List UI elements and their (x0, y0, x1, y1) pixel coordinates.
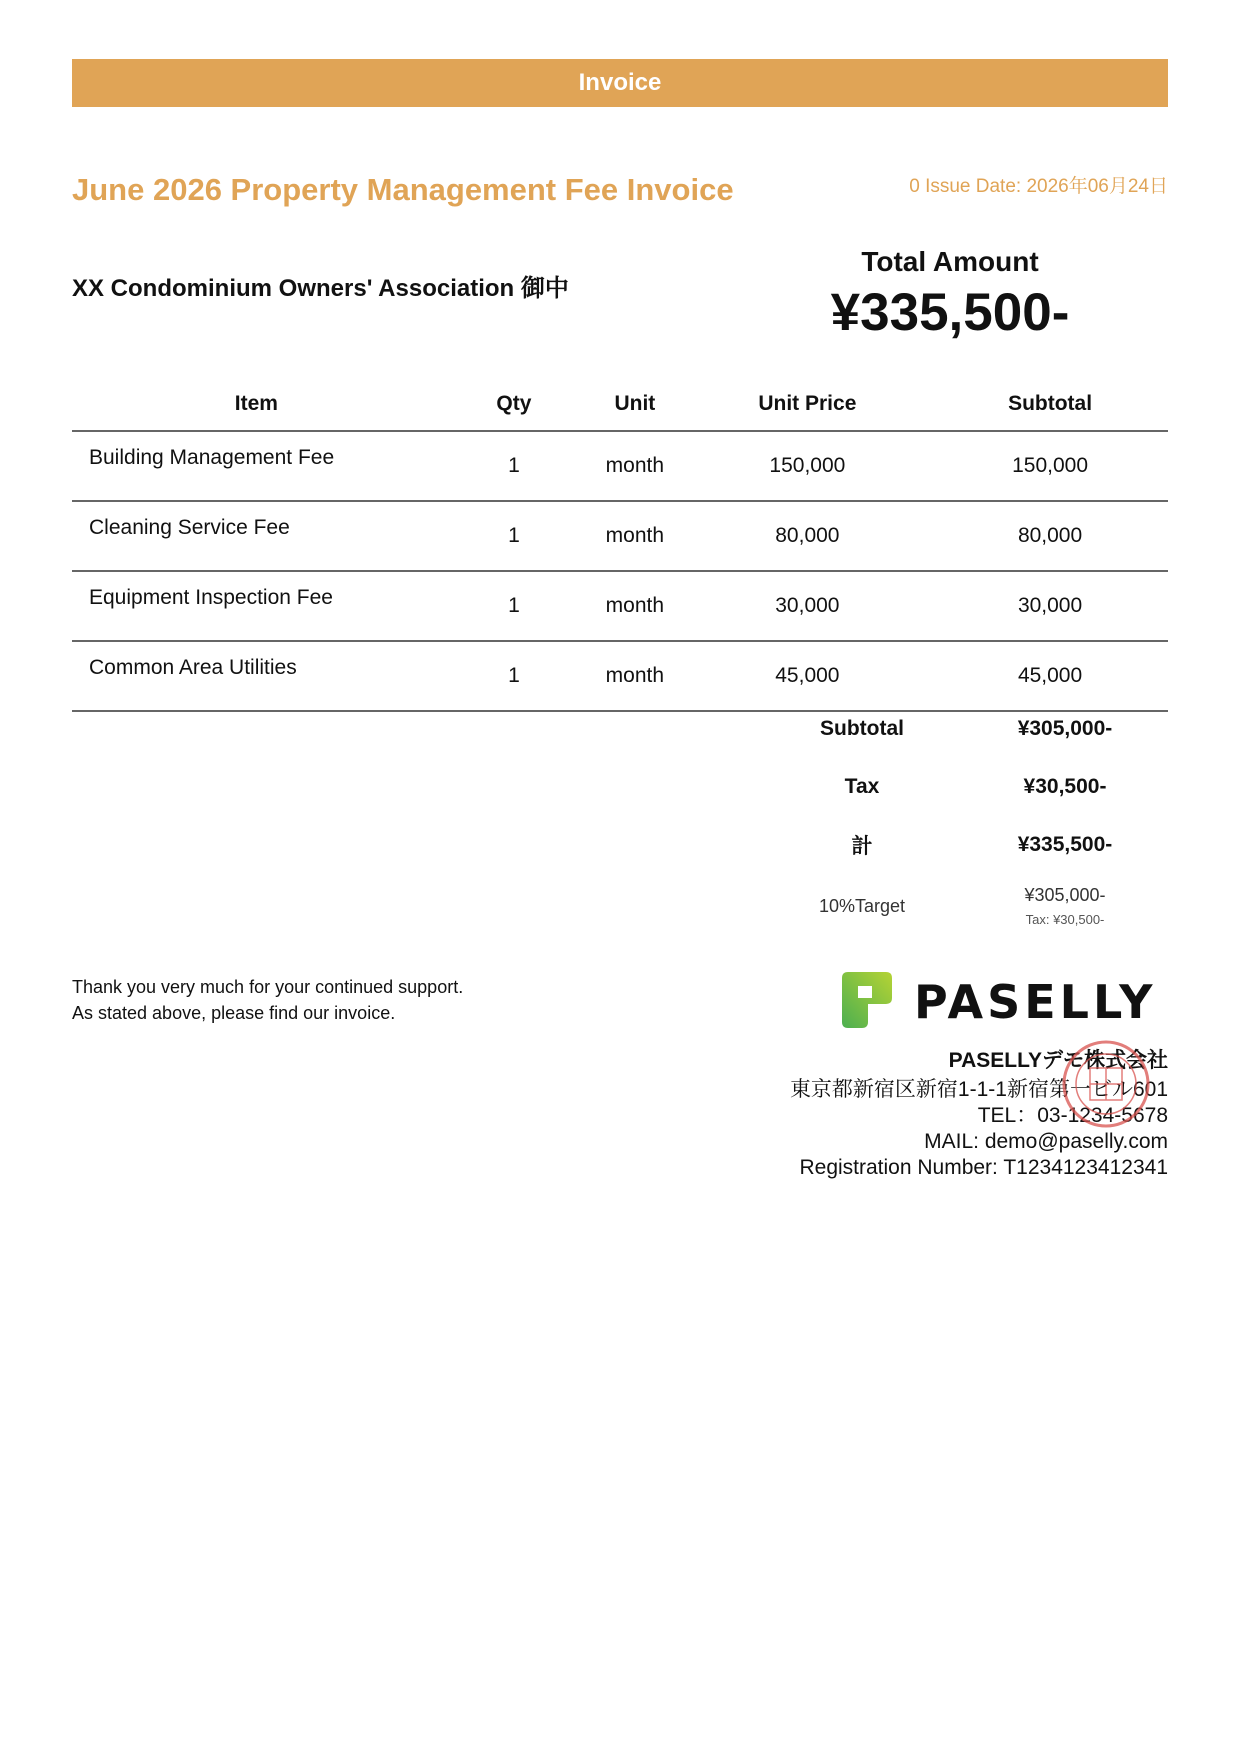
tax-target-amount: ¥305,000- (1024, 885, 1106, 905)
cell-subtotal: 45,000 (932, 641, 1168, 711)
cell-qty: 1 (441, 431, 587, 501)
cell-unit-price: 150,000 (683, 431, 933, 501)
cell-item: Equipment Inspection Fee (72, 571, 441, 641)
invoice-items-table (72, 378, 1168, 712)
cell-item: Common Area Utilities (72, 641, 441, 711)
tax-target-tax: Tax: ¥30,500- (1025, 912, 1105, 927)
summary-total-value: ¥335,500- (1017, 833, 1113, 856)
cell-unit: month (587, 431, 682, 501)
summary-block (762, 700, 1168, 938)
company-registration: Registration Number: T1234123412341 (799, 1156, 1168, 1179)
cell-unit: month (587, 571, 682, 641)
cell-qty: 1 (441, 641, 587, 711)
cell-unit-price: 80,000 (683, 501, 933, 571)
company-name: PASELLYデモ株式会社 (948, 1049, 1168, 1072)
issue-date: 0 Issue Date: 2026年06月24日 (909, 176, 1168, 197)
summary-subtotal-label: Subtotal (820, 717, 904, 740)
closing-message (72, 974, 463, 1026)
summary-subtotal-row (762, 700, 1168, 758)
cell-qty: 1 (441, 571, 587, 641)
logo-wordmark: PASELLY (914, 975, 1157, 1029)
cell-unit-price: 30,000 (683, 571, 933, 641)
summary-tax-target-row (762, 874, 1168, 938)
closing-line-2: As stated above, please find our invoice. (72, 1003, 396, 1023)
table-row (72, 431, 1168, 501)
cell-item: Cleaning Service Fee (72, 501, 441, 571)
company-seal-icon (1060, 1038, 1152, 1130)
closing-line-1: Thank you very much for your continued support. (72, 977, 464, 997)
col-header-qty: Qty (441, 378, 587, 431)
company-address: 東京都新宿区新宿1-1-1新宿第一ビル601 (789, 1078, 1168, 1101)
summary-total-label: 計 (851, 835, 873, 858)
cell-unit: month (587, 501, 682, 571)
tax-target-values (962, 885, 1168, 927)
banner-title: Invoice (578, 69, 662, 96)
col-header-item: Item (72, 378, 441, 431)
cell-qty: 1 (441, 501, 587, 571)
summary-subtotal-value: ¥305,000- (1017, 717, 1113, 740)
summary-tax-value: ¥30,500- (1023, 775, 1107, 798)
company-tel: TEL：03-1234-5678 (977, 1104, 1168, 1127)
tax-target-label: 10%Target (818, 895, 906, 916)
cell-subtotal: 150,000 (932, 431, 1168, 501)
cell-unit-price: 45,000 (683, 641, 933, 711)
summary-tax-row (762, 758, 1168, 816)
table-row (72, 501, 1168, 571)
total-amount-value: ¥335,500- (830, 283, 1070, 342)
cell-unit: month (587, 641, 682, 711)
paselly-logo (838, 968, 1168, 1030)
table-row (72, 571, 1168, 641)
col-header-subtotal: Subtotal (932, 378, 1168, 431)
document-title: June 2026 Property Management Fee Invoice (72, 172, 734, 207)
col-header-unit: Unit (587, 378, 682, 431)
cell-item: Building Management Fee (72, 431, 441, 501)
table-header-row (72, 378, 1168, 431)
invoice-banner (72, 59, 1168, 107)
cell-subtotal: 80,000 (932, 501, 1168, 571)
cell-subtotal: 30,000 (932, 571, 1168, 641)
recipient-name: XX Condominium Owners' Association 御中 (72, 275, 569, 302)
summary-tax-label: Tax (844, 775, 880, 798)
col-header-unit-price: Unit Price (683, 378, 933, 431)
logo-mark-icon (842, 972, 892, 1028)
summary-total-row (762, 816, 1168, 874)
total-amount-label: Total Amount (861, 246, 1039, 277)
company-mail: MAIL: demo@paselly.com (924, 1130, 1168, 1153)
